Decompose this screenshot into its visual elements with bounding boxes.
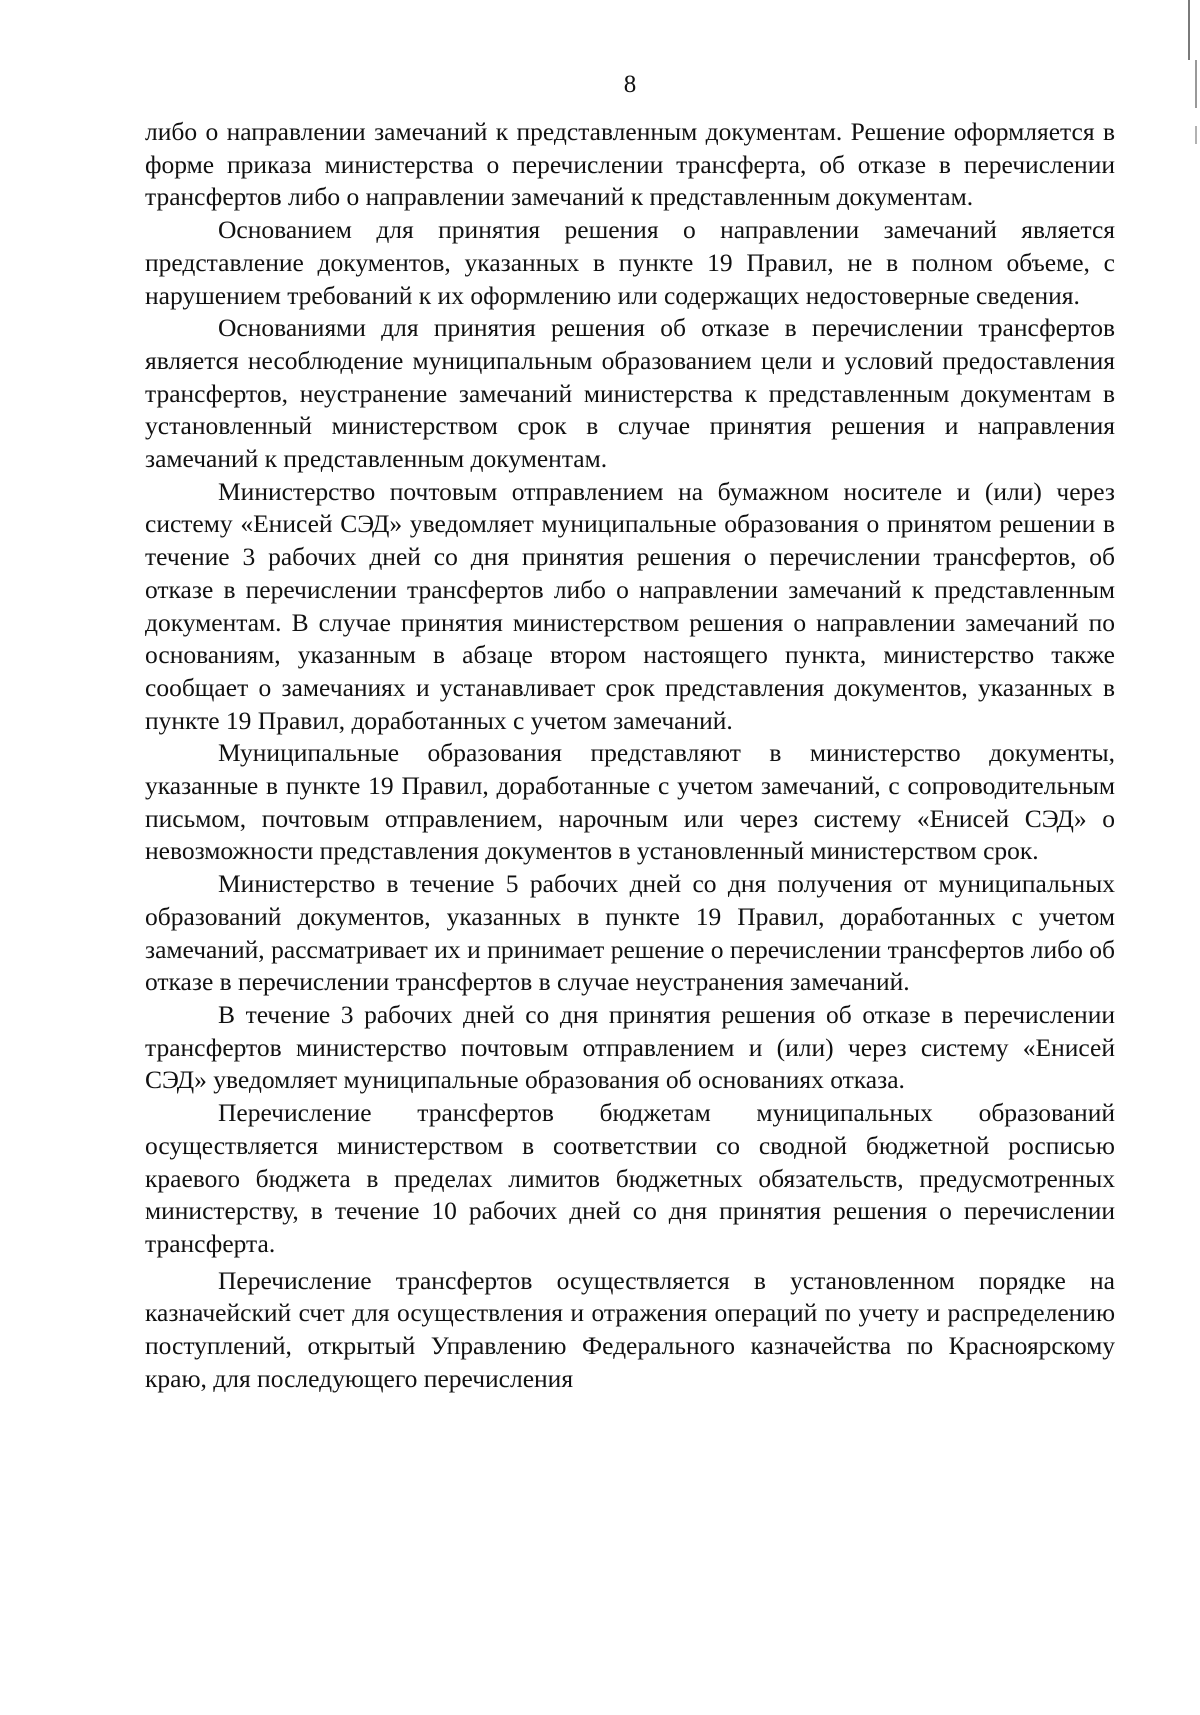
document-body xyxy=(145,116,1115,1395)
scan-edge-mark xyxy=(1188,0,1190,60)
page-number: 8 xyxy=(623,71,637,98)
paragraph: Основаниями для принятия решения об отказе в перечислении трансфертов является несоблюдение муниципальным образованием цели и условий предоставления трансфертов, неустранение замечаний министерства к представленным документам в установленный министерством срок в случае принятия решения и направления замечаний к представленным документам. xyxy=(145,313,1115,474)
paragraph: либо о направлении замечаний к представленным документам. Решение оформляется в форме приказа министерства о перечислении трансферта, об отказе в перечислении трансфертов либо о направлении замечаний к представленным документам. xyxy=(145,117,1115,212)
paragraph: Министерство в течение 5 рабочих дней со дня получения от муниципальных образований документов, указанных в пункте 19 Правил, доработанных с учетом замечаний, рассматривает их и принимает решение о перечислении трансфертов либо об отказе в перечислении трансфертов в случае неустранения замечаний. xyxy=(145,869,1115,997)
paragraph: Перечисление трансфертов осуществляется в установленном порядке на казначейский счет для осуществления и отражения операций по учету и распределению поступлений, открытый Управлению Федерального казначейства по Красноярскому краю, для последующего перечисления xyxy=(145,1265,1115,1393)
paragraph: В течение 3 рабочих дней со дня принятия решения об отказе в перечислении трансфертов министерство почтовым отправлением и (или) через систему «Енисей СЭД» уведомляет муниципальные образования об основаниях отказа. xyxy=(145,999,1115,1095)
paragraph: Муниципальные образования представляют в министерство документы, указанные в пункте 19 Правил, доработанные с учетом замечаний, с сопроводительным письмом, почтовым отправлением, нарочным или через систему «Енисей СЭД» о невозможности представления документов в установленный министерством срок. xyxy=(145,738,1115,866)
paragraph: Перечисление трансфертов бюджетам муниципальных образований осуществляется министерством в соответствии со сводной бюджетной росписью краевого бюджета в пределах лимитов бюджетных обязательств, предусмотренных министерству, в течение 10 рабочих дней со дня принятия решения о перечислении трансферта. xyxy=(145,1098,1115,1258)
paragraph: Министерство почтовым отправлением на бумажном носителе и (или) через систему «Енисей СЭД» уведомляет муниципальные образования о принятом решении в течение 3 рабочих дней со дня принятия решения о перечислении трансфертов, об отказе в перечислении трансфертов либо о направлении замечаний к представленным документам. В случае принятия министерством решения о направлении замечаний по основаниям, указанным в абзаце втором настоящего пункта, министерство также сообщает о замечаниях и устанавливает срок представления документов, указанных в пункте 19 Правил, доработанных с учетом замечаний. xyxy=(145,476,1115,735)
paragraph: Основанием для принятия решения о направлении замечаний является представление документов, указанных в пункте 19 Правил, не в полном объеме, с нарушением требований к их оформлению или содержащих недостоверные сведения. xyxy=(145,215,1115,310)
